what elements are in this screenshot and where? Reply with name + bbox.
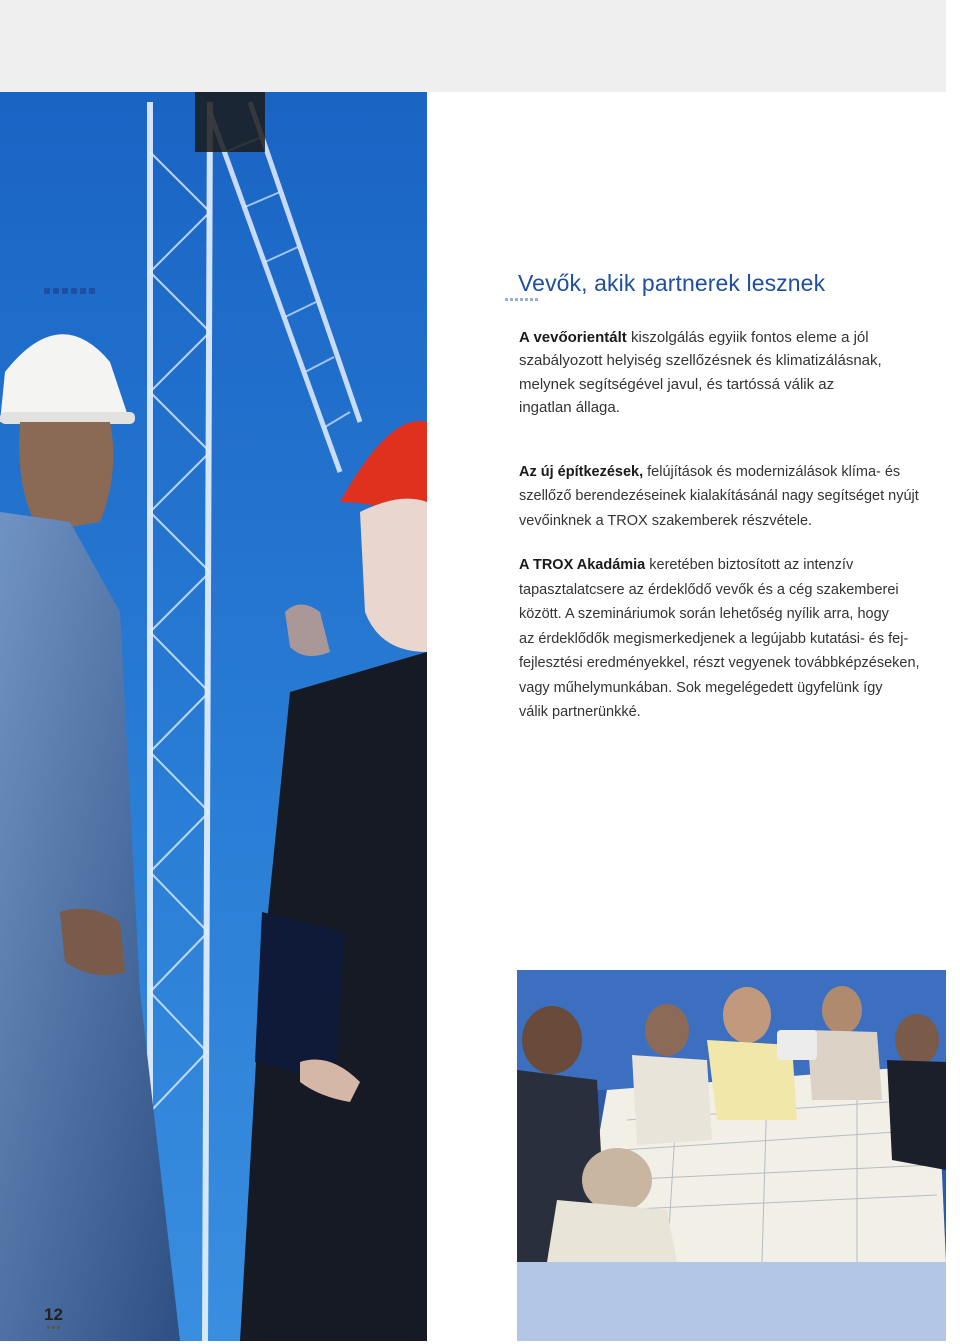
paragraph-bold-lead: Az új építkezések, [519,464,644,480]
page-number-dots [47,1326,67,1330]
meeting-photo [517,970,946,1262]
paragraph-customer-orientation: A vevőorientált kiszolgálás egyiik fontos eleme a jól szabályozott helyiség szellőzésnek és klimatizálásnak, melynek segítségével javul, és tartóssá válik az ingatlan állaga. [519,329,882,417]
paragraph-bold-lead: A vevőorientált [519,329,627,346]
paragraph-trox-academy: A TROX Akadámia keretében biztosított az intenzív tapasztalatcsere az érdeklődő vevők és a cég szakemberei között. A szemináriumok során lehetőség nyílik arra, hogy az érdeklődők megismerkedjenek a legújabb kutatási- és fej- fejlesztési eredményekkel, részt vegyenek továbbképzéseken, vagy műhelymunkában. Sok megelégedett ügyfelünk így válik partnerünkké. [519,557,920,720]
construction-workers-photo [0,92,427,1341]
paragraph-bold-lead: A TROX Akadámia [519,557,646,573]
heading-dots-decoration [44,288,124,302]
page-number: 12 [44,1305,63,1324]
paragraph-new-construction: Az új építkezések, felújítások és modernizálások klíma- és szellőző berendezéseinek kialakításánál nagy segítséget nyújt vevőinknek a TROX szakemberek részvétele. [519,464,919,529]
page-heading: Vevők, akik partnerek lesznek [518,270,826,296]
top-gray-band [0,0,946,92]
heading-underline-dots [505,298,545,302]
bottom-blue-band [517,1262,946,1341]
